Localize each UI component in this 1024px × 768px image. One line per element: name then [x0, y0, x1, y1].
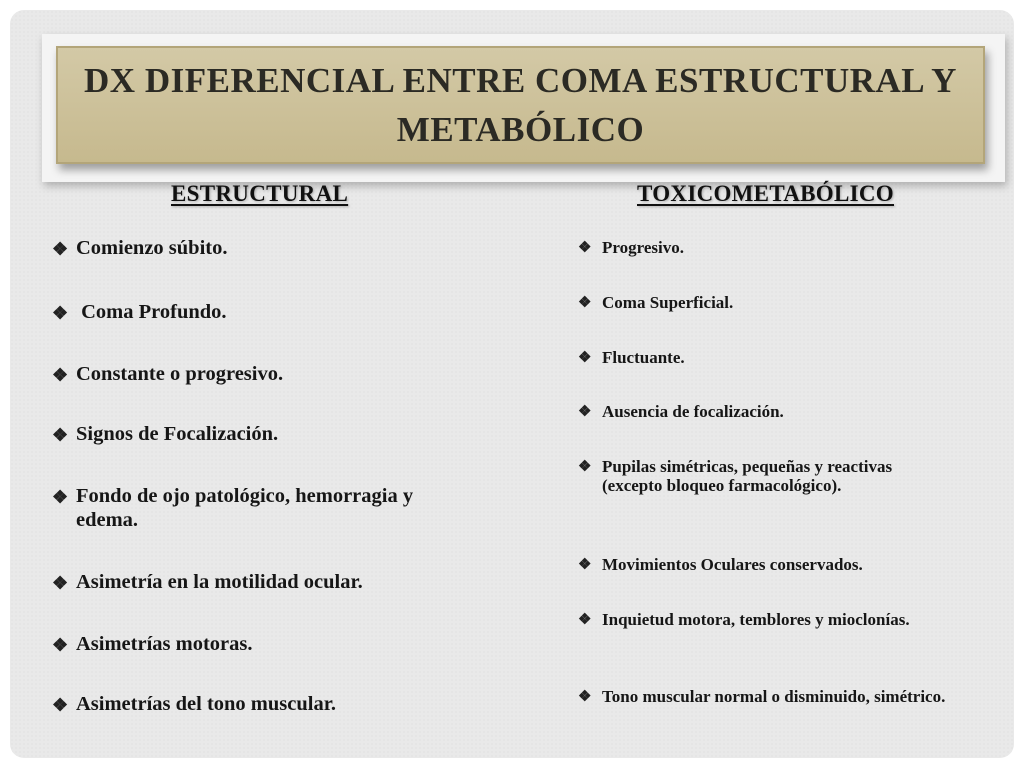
diamond-bullet-icon: ❖ [52, 365, 69, 385]
diamond-bullet-icon: ❖ [52, 303, 69, 323]
title-frame [42, 34, 1005, 182]
list-item-text: Pupilas simétricas, pequeñas y reactivas (excepto bloqueo farmacológico). [602, 457, 893, 495]
diamond-bullet-icon: ❖ [52, 635, 69, 655]
diamond-bullet-icon: ❖ [578, 350, 592, 366]
list-item-text: Asimetrías motoras. [76, 633, 253, 655]
list-item [52, 362, 283, 386]
list-item-text: Ausencia de focalización. [602, 402, 784, 421]
list-item-text: Progresivo. [602, 238, 684, 257]
list-item [578, 293, 733, 312]
diamond-bullet-icon: ❖ [578, 612, 592, 628]
diamond-bullet-icon: ❖ [578, 689, 592, 705]
list-item [578, 238, 684, 257]
list-item [52, 422, 278, 446]
diamond-bullet-icon: ❖ [578, 295, 592, 311]
list-item-text: Fluctuante. [602, 348, 685, 367]
list-item [578, 348, 685, 367]
list-item-text: Asimetrías del tono muscular. [76, 693, 337, 715]
diamond-bullet-icon: ❖ [578, 404, 592, 420]
list-item-text: Signos de Focalización. [76, 423, 279, 445]
list-item-text: Coma Superficial. [602, 293, 734, 312]
diamond-bullet-icon: ❖ [578, 459, 592, 475]
title-box [56, 46, 985, 164]
structural-column-header: ESTRUCTURAL [171, 181, 349, 206]
diamond-bullet-icon: ❖ [52, 695, 69, 715]
list-item [578, 687, 972, 706]
list-item [578, 402, 784, 421]
list-item [52, 236, 227, 260]
list-item-text: Fondo de ojo patológico, hemorragia y edema. [76, 485, 414, 531]
slide-title: DX DIFERENCIAL ENTRE COMA ESTRUCTURAL Y METABÓLICO [84, 61, 957, 149]
list-item [52, 632, 252, 656]
list-item [52, 300, 227, 324]
list-item-text: Movimientos Oculares conservados. [602, 555, 863, 574]
list-item [578, 555, 863, 574]
list-item [52, 692, 336, 716]
list-item [52, 570, 363, 594]
list-item-text: Coma Profundo. [76, 301, 227, 323]
diamond-bullet-icon: ❖ [578, 240, 592, 256]
list-item-text: Asimetría en la motilidad ocular. [76, 571, 363, 593]
list-item [578, 610, 912, 629]
list-item-text: Tono muscular normal o disminuido, simétrico. [602, 687, 946, 706]
list-item-text: Inquietud motora, temblores y mioclonías. [602, 610, 910, 629]
list-item [52, 484, 476, 532]
diamond-bullet-icon: ❖ [578, 557, 592, 573]
list-item-text: Comienzo súbito. [76, 237, 228, 259]
slide [10, 10, 1014, 758]
toxicometabolic-column-header: TOXICOMETABÓLICO [637, 181, 894, 206]
diamond-bullet-icon: ❖ [52, 239, 69, 259]
list-item [578, 457, 912, 495]
diamond-bullet-icon: ❖ [52, 487, 69, 507]
list-item-text: Constante o progresivo. [76, 363, 284, 385]
diamond-bullet-icon: ❖ [52, 425, 69, 445]
diamond-bullet-icon: ❖ [52, 573, 69, 593]
